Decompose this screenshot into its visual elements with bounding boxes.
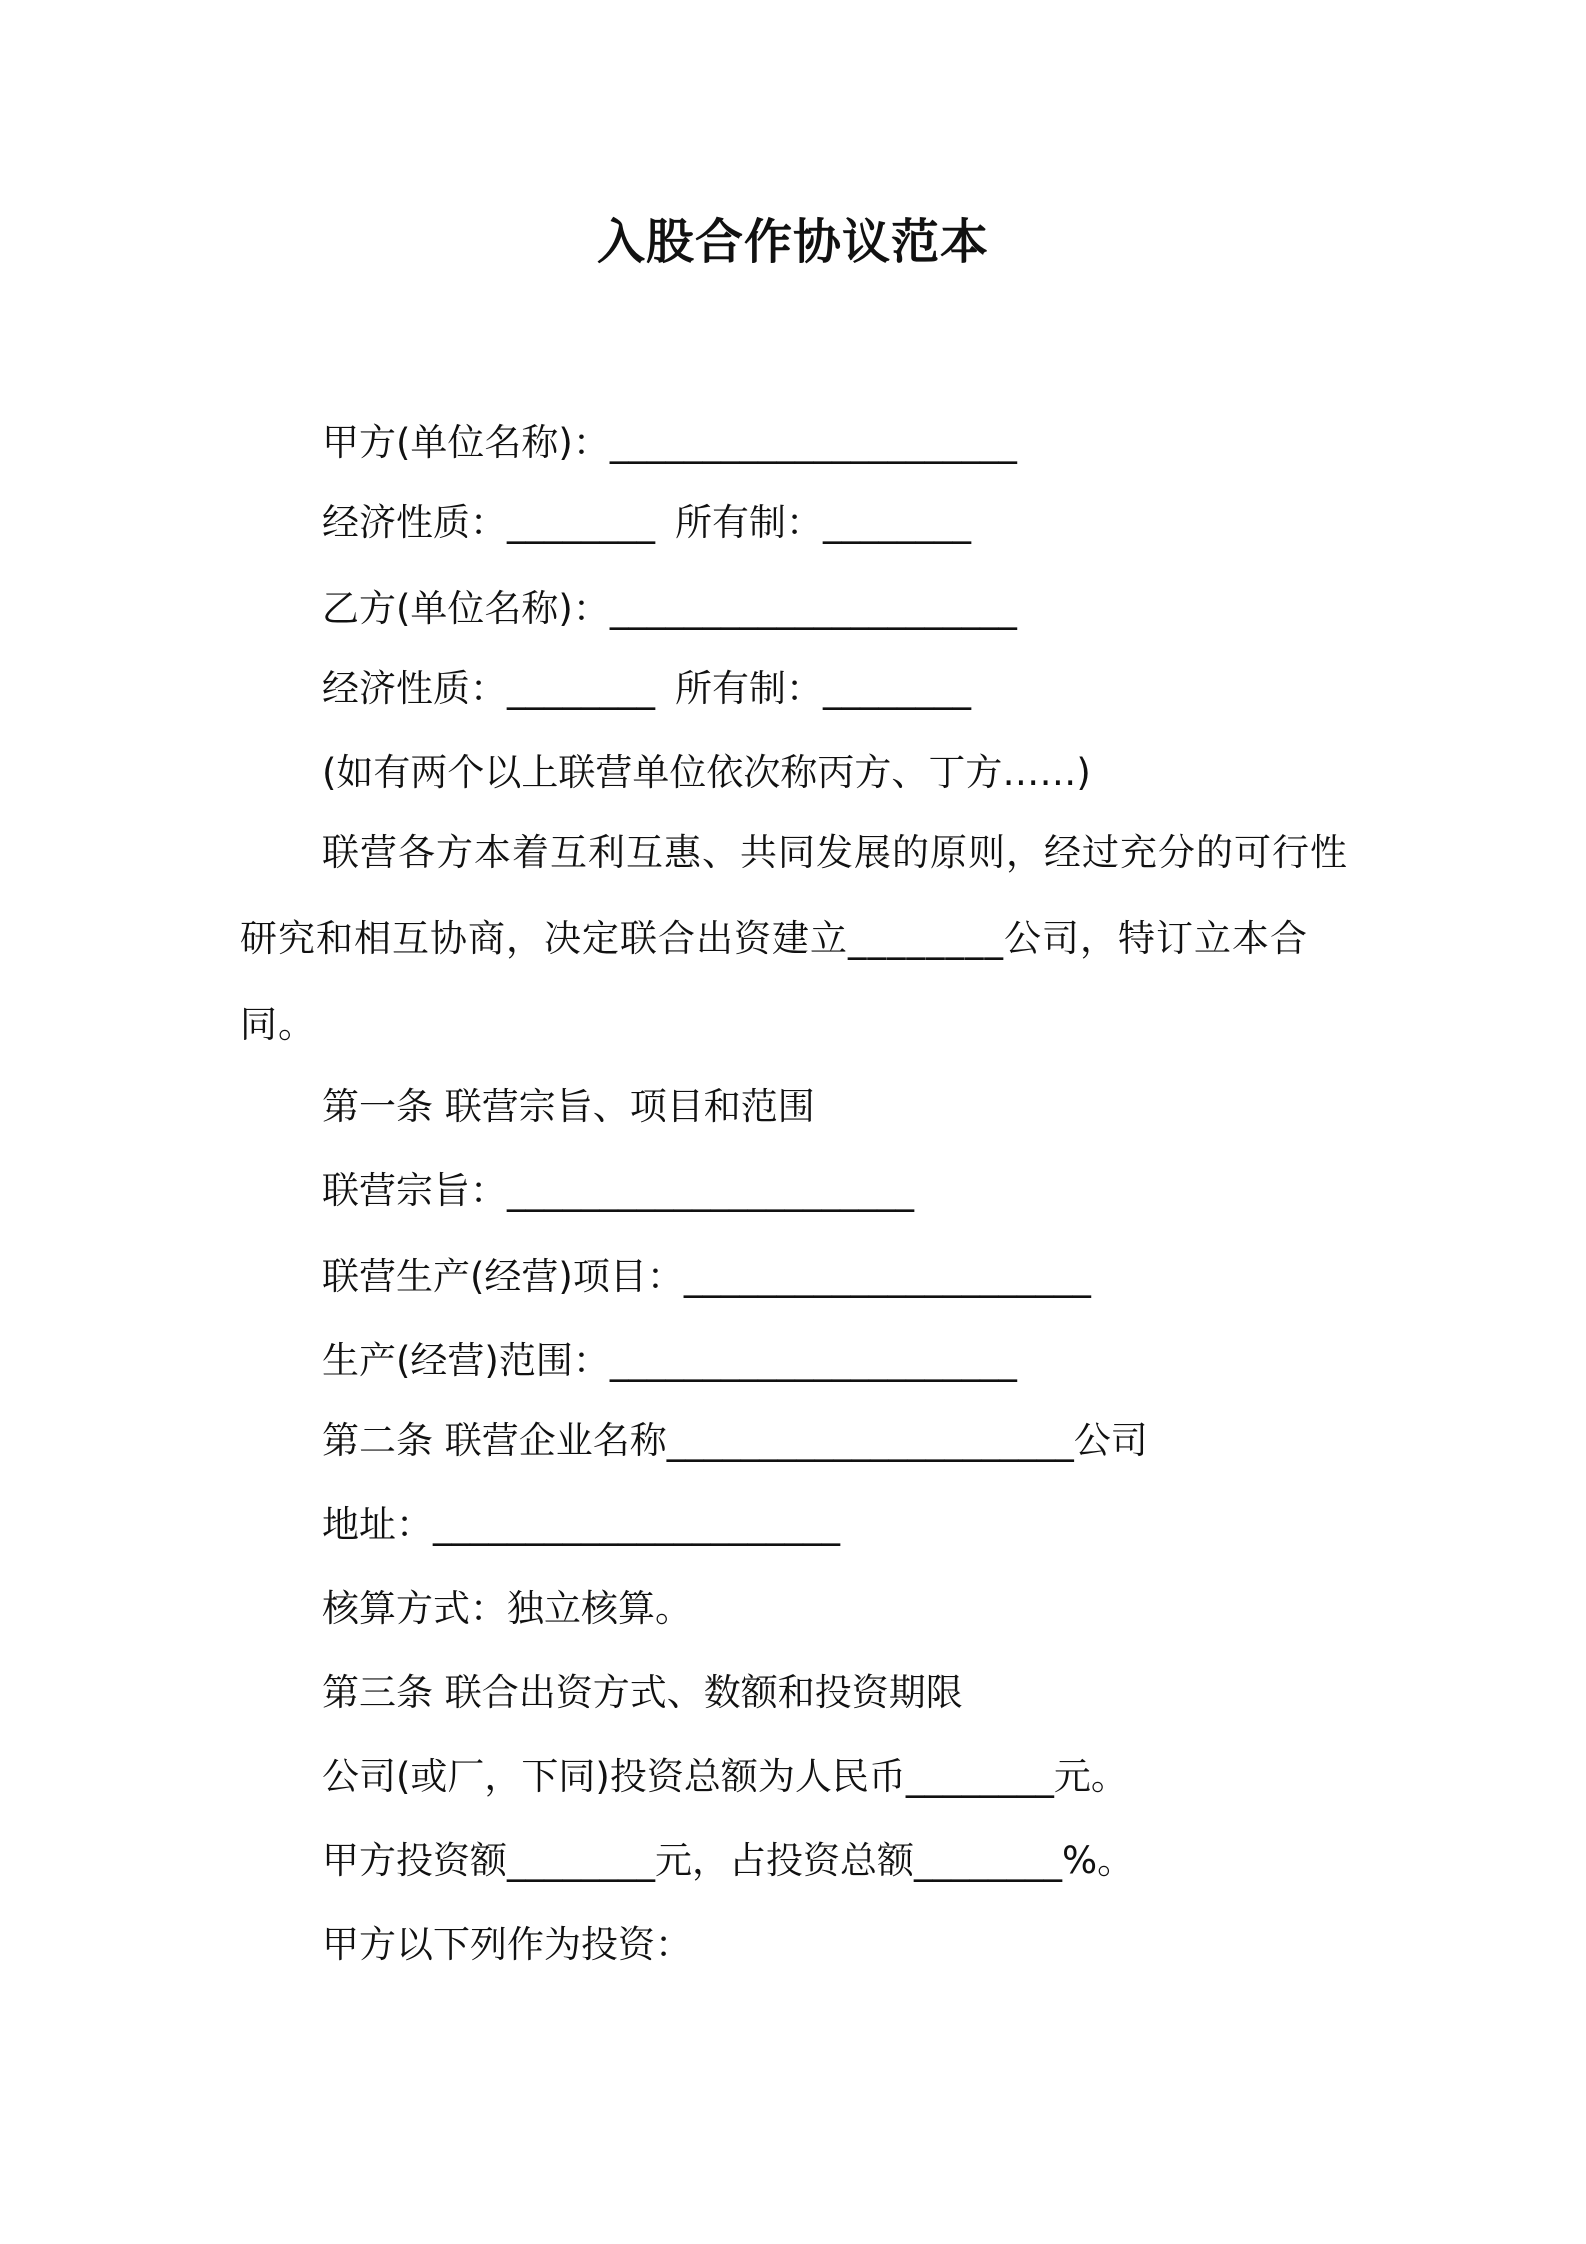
party-a-ownership-text: 所有制：________ [675,501,971,544]
article2-accounting-text: 核算方式：独立核算。 [322,1587,692,1630]
party-a-name-text: 甲方(单位名称)：______________________ [322,421,1017,464]
party-b-nature-text: 经济性质：________ [322,667,655,710]
article1-purpose-field: 联营宗旨：______________________ [322,1169,914,1212]
article1-scope-field: 生产(经营)范围：______________________ [322,1339,1017,1382]
party-b-name-field [322,584,1017,634]
document-title: 入股合作协议范本 [596,214,989,270]
article2-heading: 第二条 联营企业名称______________________公司 [322,1419,1148,1462]
party-a-nature-text: 经济性质：________ [322,501,655,544]
party-b-ownership-text: 所有制：________ [675,667,971,710]
preamble-paragraph: 联营各方本着互利互惠、共同发展的原则，经过充分的可行性研究和相互协商，决定联合出资建立________公司，特订立本合同。 [240,831,1348,1046]
party-a-name-field [322,418,1017,468]
article3-party-a-items: 甲方以下列作为投资： [322,1923,692,1966]
article1-heading: 第一条 联营宗旨、项目和范围 [322,1085,815,1128]
party-a-nature-row [322,498,971,548]
article3-party-a-amount: 甲方投资额________元，占投资总额________%。 [322,1839,1135,1882]
other-parties-note: (如有两个以上联营单位依次称丙方、丁方……) [322,751,1091,794]
article3-heading: 第三条 联合出资方式、数额和投资期限 [322,1671,963,1714]
article1-project-field: 联营生产(经营)项目：______________________ [322,1255,1091,1298]
article3-total-investment: 公司(或厂，下同)投资总额为人民币________元。 [322,1755,1128,1798]
article2-address-field: 地址：______________________ [322,1503,840,1546]
party-b-nature-row [322,664,971,714]
party-b-name-text: 乙方(单位名称)：______________________ [322,587,1017,630]
